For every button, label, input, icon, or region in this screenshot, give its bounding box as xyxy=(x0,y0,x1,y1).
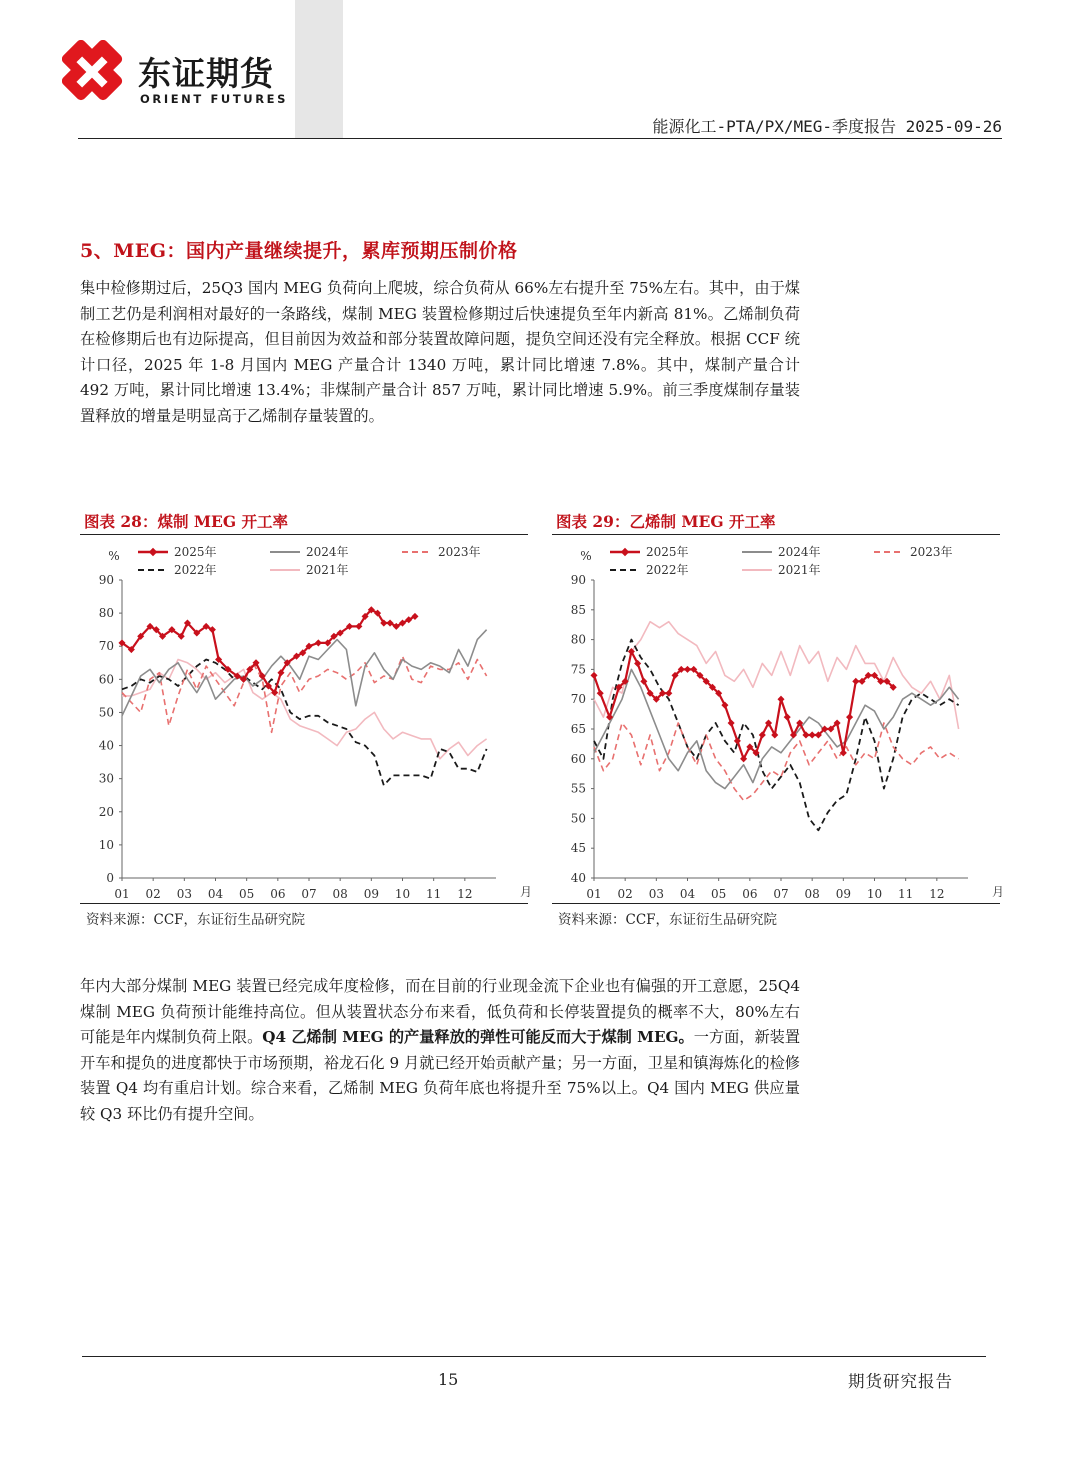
y-tick-label: 90 xyxy=(570,573,586,587)
x-tick-label: 01 xyxy=(114,887,130,901)
x-tick-label: 04 xyxy=(207,887,224,901)
x-tick-label: 03 xyxy=(648,887,664,901)
y-tick-label: 50 xyxy=(570,811,586,826)
legend-entry xyxy=(138,544,217,559)
y-tick-label: 55 xyxy=(570,781,586,796)
legend-label: 2021年 xyxy=(778,563,821,577)
x-tick-label: 05 xyxy=(711,887,727,901)
x-tick-label: 10 xyxy=(866,887,883,901)
legend-entry xyxy=(874,544,953,559)
x-tick-label: 03 xyxy=(176,887,192,901)
series-point xyxy=(590,672,597,679)
y-tick-label: 70 xyxy=(98,639,114,654)
y-tick-label: 10 xyxy=(98,837,114,852)
legend-label: 2024年 xyxy=(306,545,349,559)
body-paragraph-2 xyxy=(80,974,800,1128)
y-axis-unit: % xyxy=(108,549,120,563)
legend-label: 2025年 xyxy=(646,545,689,559)
chart-bottom-rule xyxy=(80,903,528,904)
x-tick-label: 10 xyxy=(394,887,411,901)
chart-plot xyxy=(80,538,533,902)
y-tick-label: 70 xyxy=(570,692,586,707)
series-point xyxy=(665,690,672,697)
legend-label: 2022年 xyxy=(646,563,689,577)
chart-title: 图表 28：煤制 MEG 开工率 xyxy=(84,512,288,531)
legend-label: 2022年 xyxy=(174,563,217,577)
legend-marker xyxy=(149,548,157,556)
series-point xyxy=(728,720,735,727)
chart-top-rule xyxy=(552,534,1000,535)
y-axis-unit: % xyxy=(580,549,592,563)
series-point xyxy=(840,749,847,756)
legend-label: 2021年 xyxy=(306,563,349,577)
page-number: 15 xyxy=(438,1370,459,1389)
legend-marker xyxy=(621,548,629,556)
y-tick-label: 45 xyxy=(570,841,586,856)
x-tick-label: 12 xyxy=(457,887,473,901)
y-tick-label: 85 xyxy=(570,602,586,617)
chart-ethylene-meg-operating-rate xyxy=(552,510,1005,934)
y-tick-label: 90 xyxy=(98,573,114,587)
legend-entry xyxy=(138,562,217,577)
x-tick-label: 11 xyxy=(898,887,914,901)
x-tick-label: 02 xyxy=(145,887,161,901)
x-tick-label: 07 xyxy=(773,887,789,901)
legend-entry xyxy=(402,544,481,559)
body-paragraph-1: 集中检修期过后，25Q3 国内 MEG 负荷向上爬坡，综合负荷从 66%左右提升至 75%左右。其中，由于煤制工艺仍是利润相对最好的一条路线，煤制 MEG 装置检修期过后快速提负至年内新高 81%。乙烯制负荷在检修期后也有边际提高，但目前因为效益和部分装置故障问题，提负空间还没有完全释放。根据 CCF 统计口径，2025 年 1-8 月国内 MEG 产量合计 1340 万吨，累计同比增速 7.8%。其中，煤制产量合计 492 万吨，累计同比增速 13.4%；非煤制产量合计 857 万吨，累计同比增速 5.9%。前三季度煤制存量装置释放的增量是明显高于乙烯制存量装置的。 xyxy=(80,279,800,425)
paragraph-2-part-2: 一方面，新装置开车和提负的进度都快于市场预期，裕龙石化 9 月就已经开始贡献产量；另一方面，卫星和镇海炼化的检修装置 Q4 均有重启计划。综合来看，乙烯制 MEG 负荷年底也将提升至 75%以上。Q4 国内 MEG 供应量较 Q3 环比仍有提升空间。 xyxy=(80,1028,801,1123)
series-point xyxy=(777,696,784,703)
chart-bottom-rule xyxy=(552,903,1000,904)
y-tick-label: 80 xyxy=(570,632,586,647)
chart-title: 图表 29：乙烯制 MEG 开工率 xyxy=(556,512,776,531)
series-line-2021年 xyxy=(122,660,487,759)
x-tick-label: 06 xyxy=(270,887,286,901)
series-point xyxy=(597,690,604,697)
series-line-2022年 xyxy=(122,660,487,786)
x-tick-label: 05 xyxy=(239,887,255,901)
footer-label: 期货研究报告 xyxy=(848,1372,953,1391)
logo-english-name: ORIENT FUTURES xyxy=(140,92,289,106)
legend-entry xyxy=(610,544,689,559)
x-tick-label: 09 xyxy=(835,887,851,901)
footer-divider xyxy=(82,1356,986,1357)
series-point xyxy=(734,737,741,744)
header-gray-band xyxy=(295,0,343,138)
legend-entry xyxy=(742,562,821,577)
series-point xyxy=(784,714,791,721)
x-tick-label: 02 xyxy=(617,887,633,901)
y-tick-label: 50 xyxy=(98,705,114,720)
y-tick-label: 60 xyxy=(98,672,114,687)
legend-label: 2023年 xyxy=(910,545,953,559)
header-divider xyxy=(78,138,1002,139)
y-tick-label: 80 xyxy=(98,606,114,621)
logo-chinese-name: 东证期货 xyxy=(138,54,274,93)
x-tick-label: 09 xyxy=(363,887,379,901)
series-point xyxy=(315,639,322,646)
orient-futures-logo xyxy=(62,40,302,114)
y-tick-label: 40 xyxy=(98,738,114,753)
y-tick-label: 30 xyxy=(98,771,114,786)
y-tick-label: 65 xyxy=(570,722,586,736)
y-tick-label: 20 xyxy=(98,804,114,819)
section-title: 5、MEG：国内产量继续提升，累库预期压制价格 xyxy=(80,240,518,262)
series-point xyxy=(684,666,691,673)
y-tick-label: 0 xyxy=(106,871,114,885)
paragraph-2-part-1: 年内大部分煤制 MEG 装置已经完成年度检修，而在目前的行业现金流下企业也有偏强的开工意愿，25Q4 煤制 MEG 负荷预计能维持高位。但从装置状态分布来看，低负荷和长停装置提负的概率不大，80%左右可能是年内煤制负荷上限。 xyxy=(80,977,800,1047)
x-axis-unit: 月 xyxy=(991,885,1005,899)
chart-plot xyxy=(552,538,1005,902)
series-line-2025年 xyxy=(122,610,415,693)
x-tick-label: 12 xyxy=(929,887,945,901)
y-tick-label: 40 xyxy=(570,871,586,885)
x-tick-label: 08 xyxy=(332,887,348,901)
x-tick-label: 07 xyxy=(301,887,317,901)
paragraph-2-bold-highlight: Q4 乙烯制 MEG 的产量释放的弹性可能反而大于煤制 MEG。 xyxy=(262,1028,694,1047)
report-header-line: 能源化工-PTA/PX/MEG-季度报告 2025-09-26 xyxy=(652,117,1002,136)
x-tick-label: 04 xyxy=(679,887,696,901)
x-tick-label: 11 xyxy=(426,887,442,901)
logo-mark-icon xyxy=(62,40,126,104)
chart-coal-meg-operating-rate xyxy=(80,510,533,934)
x-tick-label: 06 xyxy=(742,887,758,901)
x-tick-label: 08 xyxy=(804,887,820,901)
legend-label: 2024年 xyxy=(778,545,821,559)
y-tick-label: 60 xyxy=(570,751,586,766)
chart-source: 资料来源：CCF，东证衍生品研究院 xyxy=(558,912,778,928)
legend-label: 2023年 xyxy=(438,545,481,559)
legend-entry xyxy=(270,544,349,559)
series-point xyxy=(852,678,859,685)
x-tick-label: 01 xyxy=(586,887,602,901)
chart-top-rule xyxy=(80,534,528,535)
series-line-2025年 xyxy=(594,652,893,759)
legend-label: 2025年 xyxy=(174,545,217,559)
legend-entry xyxy=(610,562,689,577)
chart-source: 资料来源：CCF，东证衍生品研究院 xyxy=(86,912,306,928)
series-point xyxy=(809,731,816,738)
legend-entry xyxy=(270,562,349,577)
series-point xyxy=(846,714,853,721)
legend-entry xyxy=(742,544,821,559)
y-tick-label: 75 xyxy=(570,662,586,677)
x-axis-unit: 月 xyxy=(519,885,533,899)
